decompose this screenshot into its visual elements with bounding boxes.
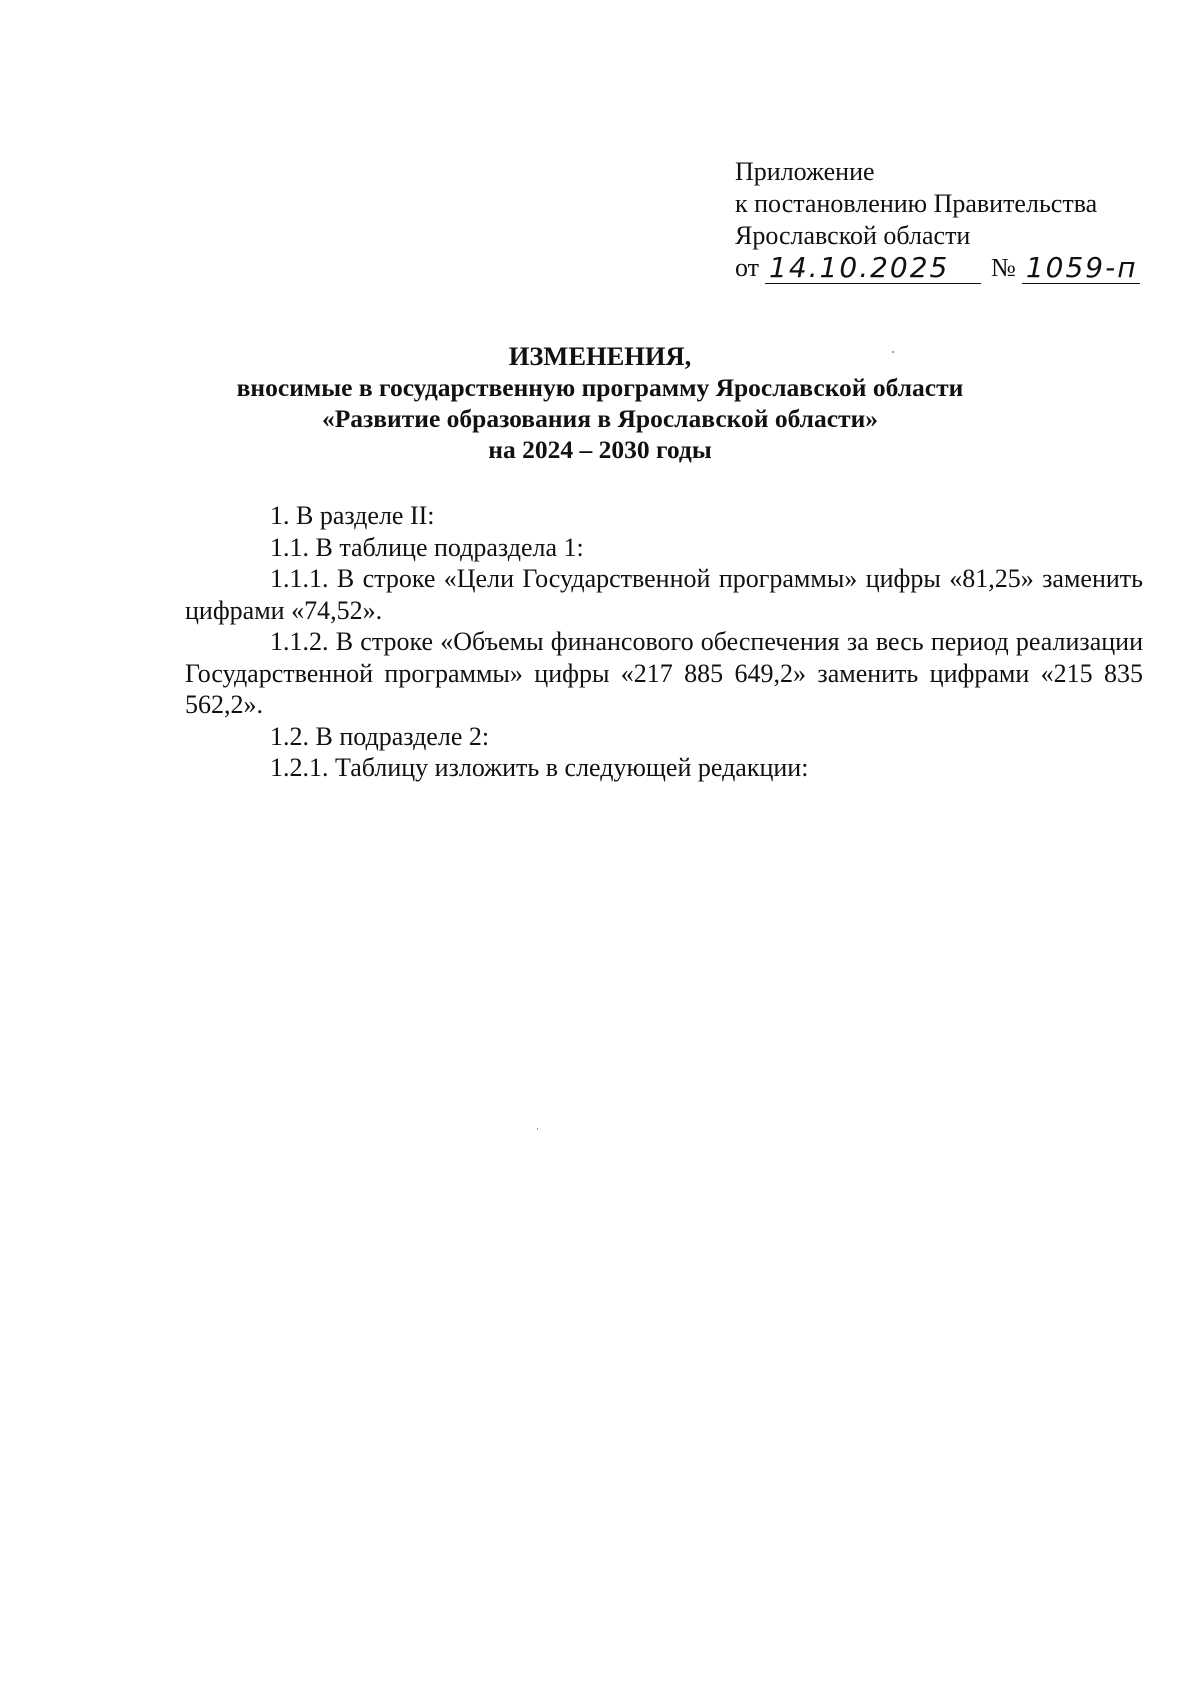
appendix-header: [735, 156, 1140, 284]
paragraph-2: 1.1. В таблице подраздела 1:: [270, 532, 584, 562]
handwritten-number: 1059-п: [1022, 253, 1140, 284]
appendix-date-number-line: [735, 252, 1140, 284]
document-body: [185, 500, 1143, 784]
handwritten-date: 14.10.2025: [765, 253, 981, 284]
appendix-line-2: к постановлению Правительства: [735, 189, 1098, 218]
title-line-3: «Развитие образования в Ярославской области»: [321, 404, 879, 433]
appendix-line-3: Ярославской области: [735, 221, 971, 250]
paragraph-5: 1.2. В подразделе 2:: [270, 721, 490, 751]
title-main: ИЗМЕНЕНИЯ,: [508, 341, 692, 371]
paragraph-6: 1.2.1. Таблицу изложить в следующей редакции:: [270, 753, 809, 782]
paragraph-4: 1.1.2. В строке «Объемы финансового обеспечения за весь период реализации Государственной программы» цифры «217 885 649,2» заменить цифрами «215 835 562,2».: [185, 627, 1143, 719]
paragraph-1: 1. В разделе II:: [270, 501, 435, 530]
appendix-line-1: Приложение: [735, 157, 875, 186]
document-title: [100, 341, 1100, 465]
from-label: от: [735, 253, 760, 282]
paragraph-3: 1.1.1. В строке «Цели Государственной программы» цифры «81,25» заменить цифрами «74,52».: [185, 564, 1143, 625]
title-line-4: на 2024 – 2030 годы: [488, 435, 712, 464]
number-label: №: [991, 253, 1016, 282]
title-line-2: вносимые в государственную программу Ярославской области: [236, 373, 964, 402]
